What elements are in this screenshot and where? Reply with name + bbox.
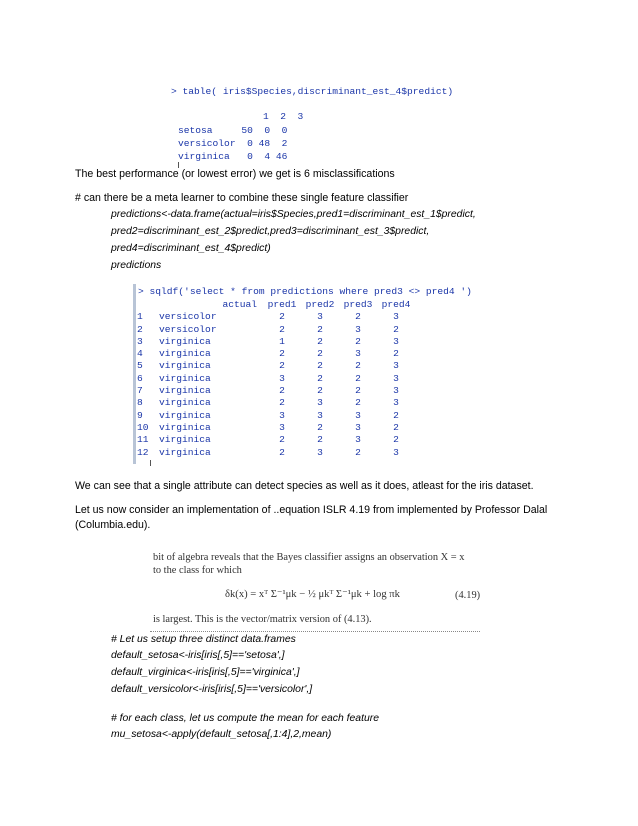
table-row <box>137 311 415 323</box>
cell-actual: virginica <box>159 360 211 372</box>
cell-pred: 3 <box>317 409 323 421</box>
cell-actual: virginica <box>159 385 211 397</box>
cell-pred: 3 <box>279 421 285 433</box>
cell-pred: 2 <box>279 434 285 446</box>
cell-pred: 2 <box>279 446 285 458</box>
row-index: 5 <box>137 360 143 372</box>
column-header: pred2 <box>305 299 335 310</box>
cell-pred: 2 <box>355 372 361 384</box>
cell-pred: 1 <box>279 335 285 347</box>
cell-pred: 3 <box>393 372 399 384</box>
r-console-sqldf-output <box>133 284 513 464</box>
column-header: pred1 <box>267 299 297 310</box>
cell-pred: 3 <box>355 434 361 446</box>
cell-pred: 3 <box>393 311 399 323</box>
cell-actual: virginica <box>159 348 211 360</box>
cell-actual: virginica <box>159 397 211 409</box>
cell-pred: 2 <box>317 348 323 360</box>
cell-pred: 3 <box>317 397 323 409</box>
cell-pred: 2 <box>355 446 361 458</box>
code-comment: # Let us setup three distinct data.frames <box>111 634 296 645</box>
row-index: 9 <box>137 409 143 421</box>
excerpt-line: bit of algebra reveals that the Bayes classifier assigns an observation X = x <box>153 552 465 563</box>
paragraph-best-performance: The best performance (or lowest error) we get is 6 misclassifications <box>75 168 395 180</box>
paragraph-islr-intro: Let us now consider an implementation of ..equation ISLR 4.19 from implemented by Professor Dalal <box>75 504 548 516</box>
cell-pred: 3 <box>355 323 361 335</box>
equation-number: (4.19) <box>455 590 481 601</box>
console-command: > sqldf('select * from predictions where pred3 <> pred4 ') <box>138 286 472 297</box>
islr-excerpt-image <box>150 548 490 636</box>
cell-actual: virginica <box>159 335 211 347</box>
cell-pred: 2 <box>355 311 361 323</box>
row-index: 1 <box>137 311 143 323</box>
paragraph-single-attribute: We can see that a single attribute can detect species as well as it does, atleast for the iris dataset. <box>75 480 534 492</box>
table-row: virginica 0 4 46 <box>178 151 288 162</box>
cell-pred: 2 <box>317 372 323 384</box>
table-header: 1 2 3 <box>263 111 304 122</box>
cell-pred: 2 <box>317 335 323 347</box>
column-header: pred4 <box>381 299 411 310</box>
row-index: 6 <box>137 372 143 384</box>
table-row <box>137 397 415 409</box>
excerpt-line: to the class for which <box>153 565 242 576</box>
table-row <box>137 360 415 372</box>
cell-actual: versicolor <box>159 323 217 335</box>
cell-actual: virginica <box>159 446 211 458</box>
paragraph-islr-intro-cont: (Columbia.edu). <box>75 519 151 531</box>
cell-pred: 2 <box>279 311 285 323</box>
table-row <box>137 348 415 360</box>
cell-pred: 2 <box>279 397 285 409</box>
cell-pred: 3 <box>355 421 361 433</box>
cell-pred: 2 <box>355 385 361 397</box>
table-row <box>137 385 415 397</box>
cell-pred: 2 <box>317 323 323 335</box>
predictions-table <box>137 299 415 459</box>
cell-pred: 2 <box>393 409 399 421</box>
table-row <box>137 373 415 385</box>
cell-pred: 2 <box>317 360 323 372</box>
cell-pred: 2 <box>393 434 399 446</box>
cell-pred: 2 <box>279 348 285 360</box>
cell-pred: 3 <box>393 446 399 458</box>
row-index: 7 <box>137 385 143 397</box>
console-gutter <box>133 284 136 464</box>
cell-pred: 2 <box>355 335 361 347</box>
row-index: 10 <box>137 421 149 433</box>
equation-4-19: δk(x) = xᵀ Σ⁻¹μk − ½ μkᵀ Σ⁻¹μk + log πk <box>225 589 400 600</box>
cell-actual: versicolor <box>159 311 217 323</box>
console-command: > table( iris$Species,discriminant_est_4$predict) <box>171 86 454 97</box>
code-line: default_setosa<-iris[iris[,5]=='setosa',] <box>111 650 285 661</box>
row-index: 4 <box>137 348 143 360</box>
table-row <box>137 434 415 446</box>
cell-pred: 3 <box>393 397 399 409</box>
table-row <box>137 324 415 336</box>
cell-actual: virginica <box>159 434 211 446</box>
code-line: default_virginica<-iris[iris[,5]=='virginica',] <box>111 667 300 678</box>
cell-pred: 2 <box>355 397 361 409</box>
cell-pred: 2 <box>317 434 323 446</box>
cell-actual: virginica <box>159 421 211 433</box>
column-header: actual <box>222 299 257 310</box>
cell-pred: 3 <box>393 360 399 372</box>
cell-pred: 3 <box>317 311 323 323</box>
table-row <box>137 422 415 434</box>
code-line: pred2=discriminant_est_2$predict,pred3=discriminant_est_3$predict, <box>111 226 430 237</box>
cell-actual: virginica <box>159 409 211 421</box>
cell-pred: 2 <box>393 323 399 335</box>
code-line: predictions<-data.frame(actual=iris$Species,pred1=discriminant_est_1$predict, <box>111 209 476 220</box>
code-line: mu_setosa<-apply(default_setosa[,1:4],2,mean) <box>111 729 332 740</box>
excerpt-line: is largest. This is the vector/matrix version of (4.13). <box>153 614 372 625</box>
column-header: pred3 <box>343 299 373 310</box>
row-index: 2 <box>137 323 143 335</box>
table-row <box>137 410 415 422</box>
cell-actual: virginica <box>159 372 211 384</box>
table-row: setosa 50 0 0 <box>178 125 288 136</box>
table-row <box>137 447 415 459</box>
row-index: 12 <box>137 446 149 458</box>
cell-pred: 2 <box>279 385 285 397</box>
cell-pred: 2 <box>317 385 323 397</box>
table-row: versicolor 0 48 2 <box>178 138 288 149</box>
cell-pred: 2 <box>393 348 399 360</box>
r-console-table-output <box>163 84 493 166</box>
cell-pred: 2 <box>317 421 323 433</box>
table-header-row <box>137 299 415 311</box>
cell-pred: 2 <box>279 360 285 372</box>
cell-pred: 3 <box>279 372 285 384</box>
cell-pred: 2 <box>279 323 285 335</box>
cell-pred: 3 <box>393 335 399 347</box>
cell-pred: 2 <box>355 360 361 372</box>
cell-pred: 3 <box>279 409 285 421</box>
row-index: 3 <box>137 335 143 347</box>
console-cursor <box>150 460 151 466</box>
cell-pred: 3 <box>317 446 323 458</box>
code-line: pred4=discriminant_est_4$predict) <box>111 243 271 254</box>
cell-pred: 3 <box>355 348 361 360</box>
code-line: predictions <box>111 260 162 271</box>
paragraph-meta-learner-comment: # can there be a meta learner to combine these single feature classifier <box>75 192 409 204</box>
row-index: 11 <box>137 434 149 446</box>
row-index: 8 <box>137 397 143 409</box>
cell-pred: 3 <box>355 409 361 421</box>
table-row <box>137 336 415 348</box>
cell-pred: 2 <box>393 421 399 433</box>
code-line: default_versicolor<-iris[iris[,5]=='versicolor',] <box>111 684 313 695</box>
code-comment: # for each class, let us compute the mean for each feature <box>111 713 379 724</box>
cell-pred: 3 <box>393 385 399 397</box>
